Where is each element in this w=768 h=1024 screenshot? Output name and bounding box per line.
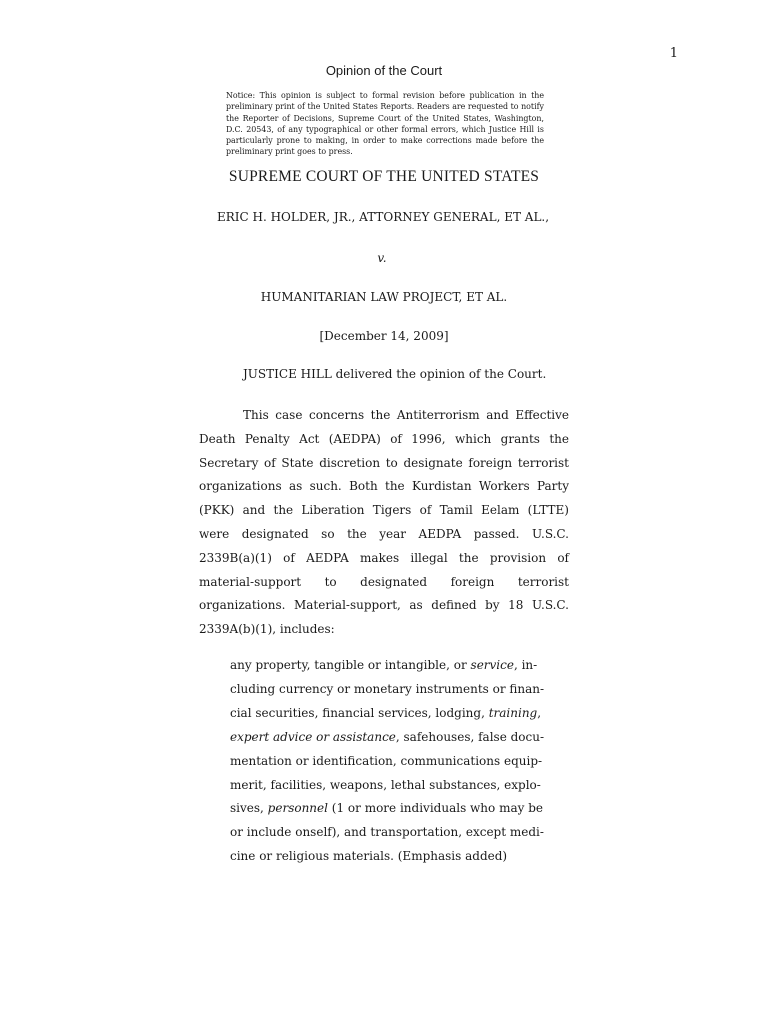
emphasis-text: service (470, 658, 514, 672)
quote-line: cluding currency or monetary instruments or finan- (230, 681, 545, 696)
body-line: material-support to designated foreign terrorist (199, 574, 569, 589)
emphasis-text: expert advice or assistance (230, 729, 396, 744)
quote-line: sives, personnel (1 or more individuals who may be (230, 801, 543, 816)
block-quote (230, 654, 546, 869)
body-line: (PKK) and the Liberation Tigers of Tamil Eelam (LTTE) (199, 503, 569, 518)
body-line: Death Penalty Act (AEDPA) of 1996, which grants the (199, 431, 569, 446)
page-number: 1 (669, 46, 678, 61)
notice-paragraph: Notice: This opinion is subject to formal revision before publication in the preliminary print of the United States Reports. Readers are requested to notify the Reporter of Decisions, Supreme Court of the United States, Washington, D.C. 20543, of any typographical or other formal errors, which Justice Hill is particularly prone to making, in order to make corrections made before the preliminary print goes to press. (226, 91, 544, 157)
emphasis-text: personnel (267, 801, 328, 816)
running-head: Opinion of the Court (325, 63, 443, 78)
body-line: Secretary of State discretion to designate foreign terrorist (199, 455, 569, 470)
body-line: This case concerns the Antiterrorism and Effective (243, 408, 569, 422)
quote-line: expert advice or assistance, safehouses, false docu- (230, 729, 545, 744)
body-line: 2339A(b)(1), includes: (199, 622, 335, 637)
petitioner-caption: ERIC H. HOLDER, JR., ATTORNEY GENERAL, ET AL., (216, 210, 550, 224)
respondent-caption: HUMANITARIAN LAW PROJECT, ET AL. (260, 290, 508, 304)
decision-date: [December 14, 2009] (319, 329, 449, 343)
quote-line: cial securities, financial services, lodging, training, (230, 705, 542, 720)
body-line: 2339B(a)(1) of AEDPA makes illegal the provision of (199, 550, 569, 565)
body-line: were designated so the year AEDPA passed. U.S.C. (199, 526, 569, 541)
emphasis-text: training (488, 705, 538, 720)
quote-line: or include onself), and transportation, except medi- (230, 825, 544, 840)
quote-line: any property, tangible or intangible, or service, in- (230, 658, 538, 672)
quote-line: cine or religious materials. (Emphasis added) (230, 849, 508, 864)
body-line: organizations as such. Both the Kurdistan Workers Party (199, 479, 569, 494)
versus-caption: v. (377, 251, 387, 265)
quote-line: merit, facilities, weapons, lethal substances, explo- (230, 777, 541, 792)
delivered-by-line: JUSTICE HILL delivered the opinion of the Court. (243, 367, 547, 381)
opinion-body (199, 404, 569, 642)
body-line: organizations. Material-support, as defined by 18 U.S.C. (199, 598, 569, 613)
quote-line: mentation or identification, communications equip- (230, 753, 543, 768)
court-title: SUPREME COURT OF THE UNITED STATES (228, 168, 540, 185)
